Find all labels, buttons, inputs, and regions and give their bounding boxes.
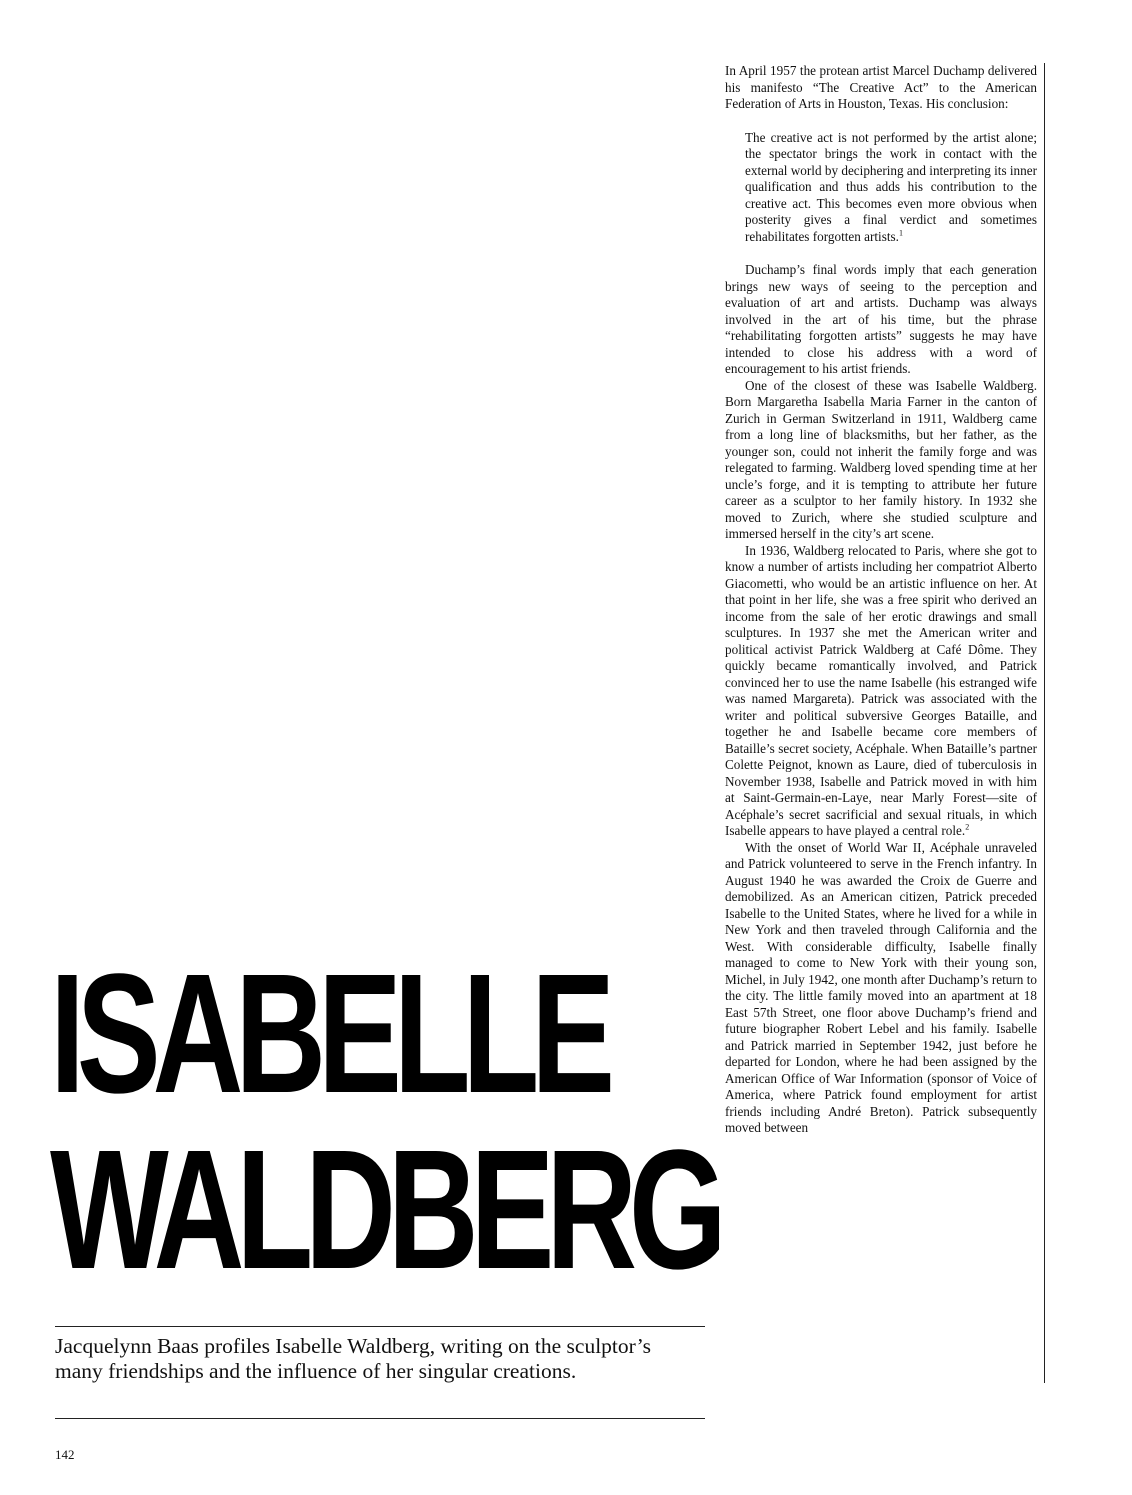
- dek-line-2: many friendships and the influence of her singular creations.: [55, 1359, 577, 1383]
- paragraph-3-text: In 1936, Waldberg relocated to Paris, where she got to know a number of artists including her compatriot Alberto Giacometti, who would be an artistic influence on her. At that point in her life, she was a free spirit who derived an income from the sale of her erotic drawings and small sculptures. In 1937 she met the American writer and political activist Patrick Waldberg at Café Dôme. They quickly became romantically involved, and Patrick convinced her to use the name Isabelle (his estranged wife was named Margareta). Patrick was associated with the writer and political subversive Georges Bataille, and together he and Isabelle became core members of Bataille’s secret society, Acéphale. When Bataille’s partner Colette Peignot, known as Laure, died of tuberculosis in November 1938, Isabelle and Patrick moved in with him at Saint-Germain-en-Laye, near Marly Forest—site of Acéphale’s secret sacrificial and sexual rituals, in which Isabelle appears to have played a central role.: [725, 542, 1037, 838]
- title-line-1: ISABELLE: [50, 939, 607, 1129]
- dek-line-1: Jacquelynn Baas profiles Isabelle Waldberg, writing on the sculptor’s: [55, 1334, 651, 1358]
- quote-body: The creative act is not performed by the artist alone; the spectator brings the work in contact with the external world by deciphering and interpreting its inner qualification and thus adds his contribution to the creative act. This becomes even more obvious when posterity gives a final verdict and sometimes rehabilitates forgotten artists.: [745, 129, 1037, 244]
- quote-text: [745, 130, 1037, 246]
- paragraph-4: With the onset of World War II, Acéphale unraveled and Patrick volunteered to serve in the French infantry. In August 1940 he was awarded the Croix de Guerre and demobilized. As an American citizen, Patrick preceded Isabelle to the United States, where he lived for a while in New York and then traveled through California and the West. With considerable difficulty, Isabelle finally managed to come to New York with their young son, Michel, in July 1942, one month after Duchamp’s return to the city. The little family moved into an apartment at 18 East 57th Street, one floor above Duchamp’s friend and future biographer Robert Lebel and his family. Isabelle and Patrick married in September 1942, just before he departed for London, where he had been assigned by the American Office of War Information (sponsor of Voice of America, where Patrick found employment for artist friends including André Breton). Patrick subsequently moved between: [725, 839, 1037, 1135]
- dek-bottom-rule: [55, 1418, 705, 1419]
- article-dek: [55, 1334, 715, 1384]
- article-body: [725, 63, 1037, 1137]
- paragraph-1: Duchamp’s final words imply that each generation brings new ways of seeing to the perception and evaluation of art and artists. Duchamp was always involved in the art of his time, but the phrase “rehabilitating forgotten artists” suggests he may have intended to close his address with a word of encouragement to his artist friends.: [725, 262, 1037, 376]
- title-line-2: WALDBERG: [50, 1115, 719, 1305]
- dek-top-rule: [55, 1326, 705, 1327]
- article-title: [50, 939, 719, 1305]
- footnote-marker-1[interactable]: 1: [898, 228, 903, 238]
- duchamp-quote: [745, 130, 1037, 246]
- footnote-marker-2[interactable]: 2: [965, 822, 970, 832]
- intro-paragraph: In April 1957 the protean artist Marcel Duchamp delivered his manifesto “The Creative Act” to the American Federation of Arts in Houston, Texas. His conclusion:: [725, 63, 1037, 111]
- paragraph-3: [725, 543, 1037, 840]
- paragraph-2: One of the closest of these was Isabelle Waldberg. Born Margaretha Isabella Maria Farner in the canton of Zurich in German Switzerland in 1911, Waldberg came from a long line of blacksmiths, but her father, as the younger son, could not inherit the family forge and was relegated to farming. Waldberg loved spending time at her uncle’s forge, and it is tempting to attribute her future career as a sculptor to her family history. In 1932 she moved to Zurich, where she studied sculpture and immersed herself in the city’s art scene.: [725, 377, 1037, 541]
- page-number: 142: [55, 1447, 75, 1462]
- column-rule: [1044, 63, 1045, 1383]
